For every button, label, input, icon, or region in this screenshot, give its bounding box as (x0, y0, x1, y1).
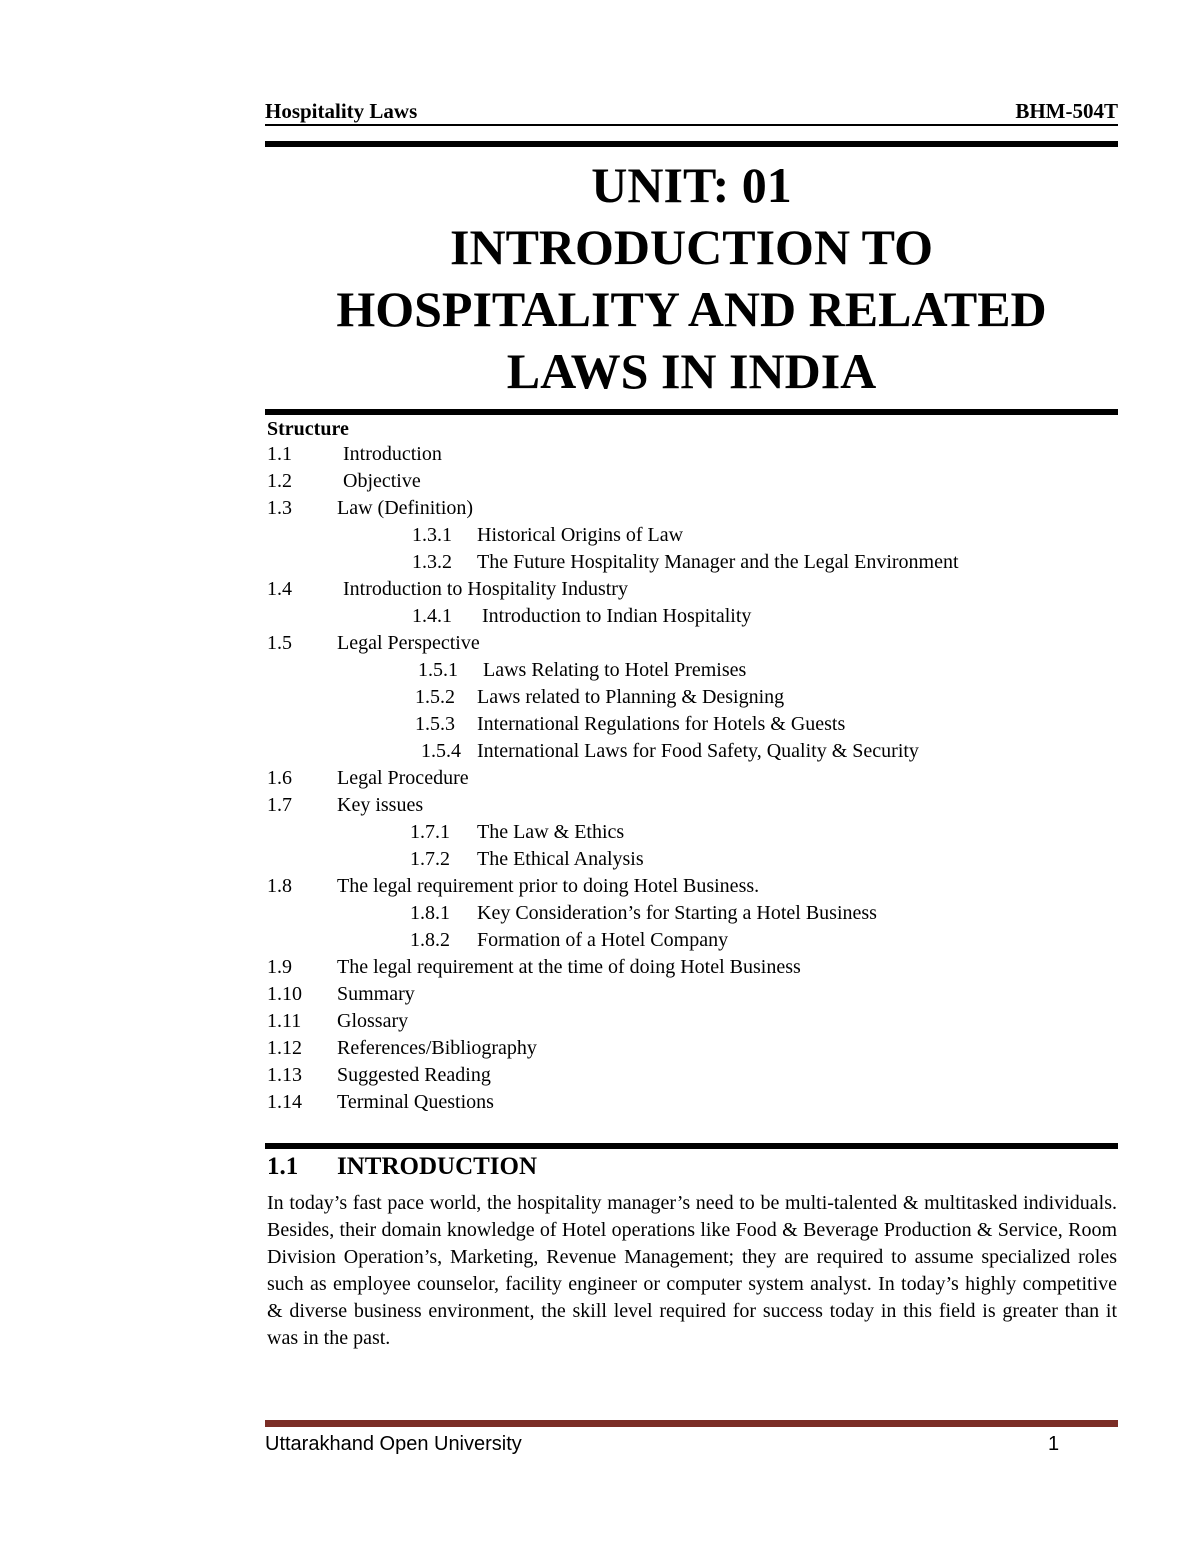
toc-text: The Law & Ethics (477, 821, 625, 843)
toc-number: 1.5.4 (421, 740, 461, 762)
toc-text: Formation of a Hotel Company (477, 929, 729, 951)
toc-number: 1.8.2 (410, 929, 450, 951)
toc-text: Historical Origins of Law (477, 524, 684, 546)
toc-text: The Ethical Analysis (477, 848, 644, 870)
toc-number: 1.8 (267, 875, 292, 897)
toc-text: Legal Procedure (337, 767, 469, 789)
toc-number: 1.4 (267, 578, 292, 600)
section-rule (265, 1143, 1118, 1149)
toc-number: 1.3 (267, 497, 292, 519)
toc-text: The legal requirement at the time of doing Hotel Business (337, 956, 801, 978)
toc-number: 1.8.1 (410, 902, 450, 924)
toc-number: 1.5.2 (415, 686, 455, 708)
toc-text: Law (Definition) (337, 497, 474, 519)
toc-text: Terminal Questions (337, 1091, 494, 1113)
toc-text: Key issues (337, 794, 424, 816)
toc-text: Laws Relating to Hotel Premises (483, 659, 747, 681)
toc-number: 1.3.2 (412, 551, 452, 573)
toc-text: Summary (337, 983, 415, 1005)
footer-page-number: 1 (1048, 1433, 1060, 1455)
toc-number: 1.5 (267, 632, 292, 654)
section-body-paragraph: In today’s fast pace world, the hospitality manager’s need to be multi-talented & multitasked individuals. Besides, their domain knowledge of Hotel operations like Food & Beverage Production & Service, Room Division Operation’s, Marketing, Revenue Management; they are required to assume specialized roles such as employee counselor, facility engineer or computer system analyst. In today’s highly competitive & diverse business environment, the skill level required for success today in this field is greater than it was in the past. (267, 1192, 1117, 1349)
unit-title (265, 154, 1118, 402)
unit-title-line-4: LAWS IN INDIA (506, 343, 877, 399)
toc-number: 1.9 (267, 956, 292, 978)
toc-text: International Regulations for Hotels & Guests (477, 713, 846, 735)
toc-number: 1.4.1 (412, 605, 452, 627)
toc-text: Key Consideration’s for Starting a Hotel Business (477, 902, 877, 924)
toc-text: Laws related to Planning & Designing (477, 686, 785, 708)
toc-text: Objective (343, 470, 421, 492)
footer-university: Uttarakhand Open University (265, 1433, 522, 1455)
title-top-rule (265, 141, 1118, 147)
section-number: 1.1 (267, 1153, 299, 1180)
section-title: INTRODUCTION (337, 1153, 538, 1180)
toc-number: 1.1 (267, 443, 292, 465)
toc-number: 1.14 (267, 1091, 302, 1113)
toc-text: The legal requirement prior to doing Hotel Business. (337, 875, 760, 897)
structure-heading: Structure (267, 418, 349, 440)
toc-number: 1.7 (267, 794, 292, 816)
header-rule (265, 124, 1118, 126)
header-course-title: Hospitality Laws (265, 99, 418, 123)
title-bottom-rule (265, 409, 1118, 415)
unit-title-line-3: HOSPITALITY AND RELATED (336, 281, 1047, 337)
toc-number: 1.7.2 (410, 848, 450, 870)
toc-number: 1.13 (267, 1064, 302, 1086)
toc-text: Suggested Reading (337, 1064, 491, 1086)
unit-title-line-1: UNIT: 01 (591, 157, 792, 213)
toc-number: 1.7.1 (410, 821, 450, 843)
toc-text: International Laws for Food Safety, Quality & Security (477, 740, 919, 762)
toc-number: 1.5.1 (418, 659, 458, 681)
toc-text: References/Bibliography (337, 1037, 537, 1059)
toc-text: Introduction to Hospitality Industry (343, 578, 628, 600)
toc-text: Introduction to Indian Hospitality (482, 605, 752, 627)
header-course-code: BHM-504T (1015, 99, 1118, 123)
toc-number: 1.3.1 (412, 524, 452, 546)
toc-number: 1.6 (267, 767, 292, 789)
toc-number: 1.11 (267, 1010, 302, 1032)
toc-number: 1.5.3 (415, 713, 455, 735)
unit-title-line-2: INTRODUCTION TO (450, 219, 933, 275)
footer-rule (265, 1420, 1118, 1427)
toc-text: The Future Hospitality Manager and the Legal Environment (477, 551, 959, 573)
running-header (265, 99, 1118, 125)
toc-text: Legal Perspective (337, 632, 480, 654)
toc-text: Glossary (337, 1010, 409, 1032)
toc-number: 1.12 (267, 1037, 302, 1059)
toc-number: 1.2 (267, 470, 292, 492)
toc-number: 1.10 (267, 983, 302, 1005)
toc-text: Introduction (343, 443, 442, 465)
